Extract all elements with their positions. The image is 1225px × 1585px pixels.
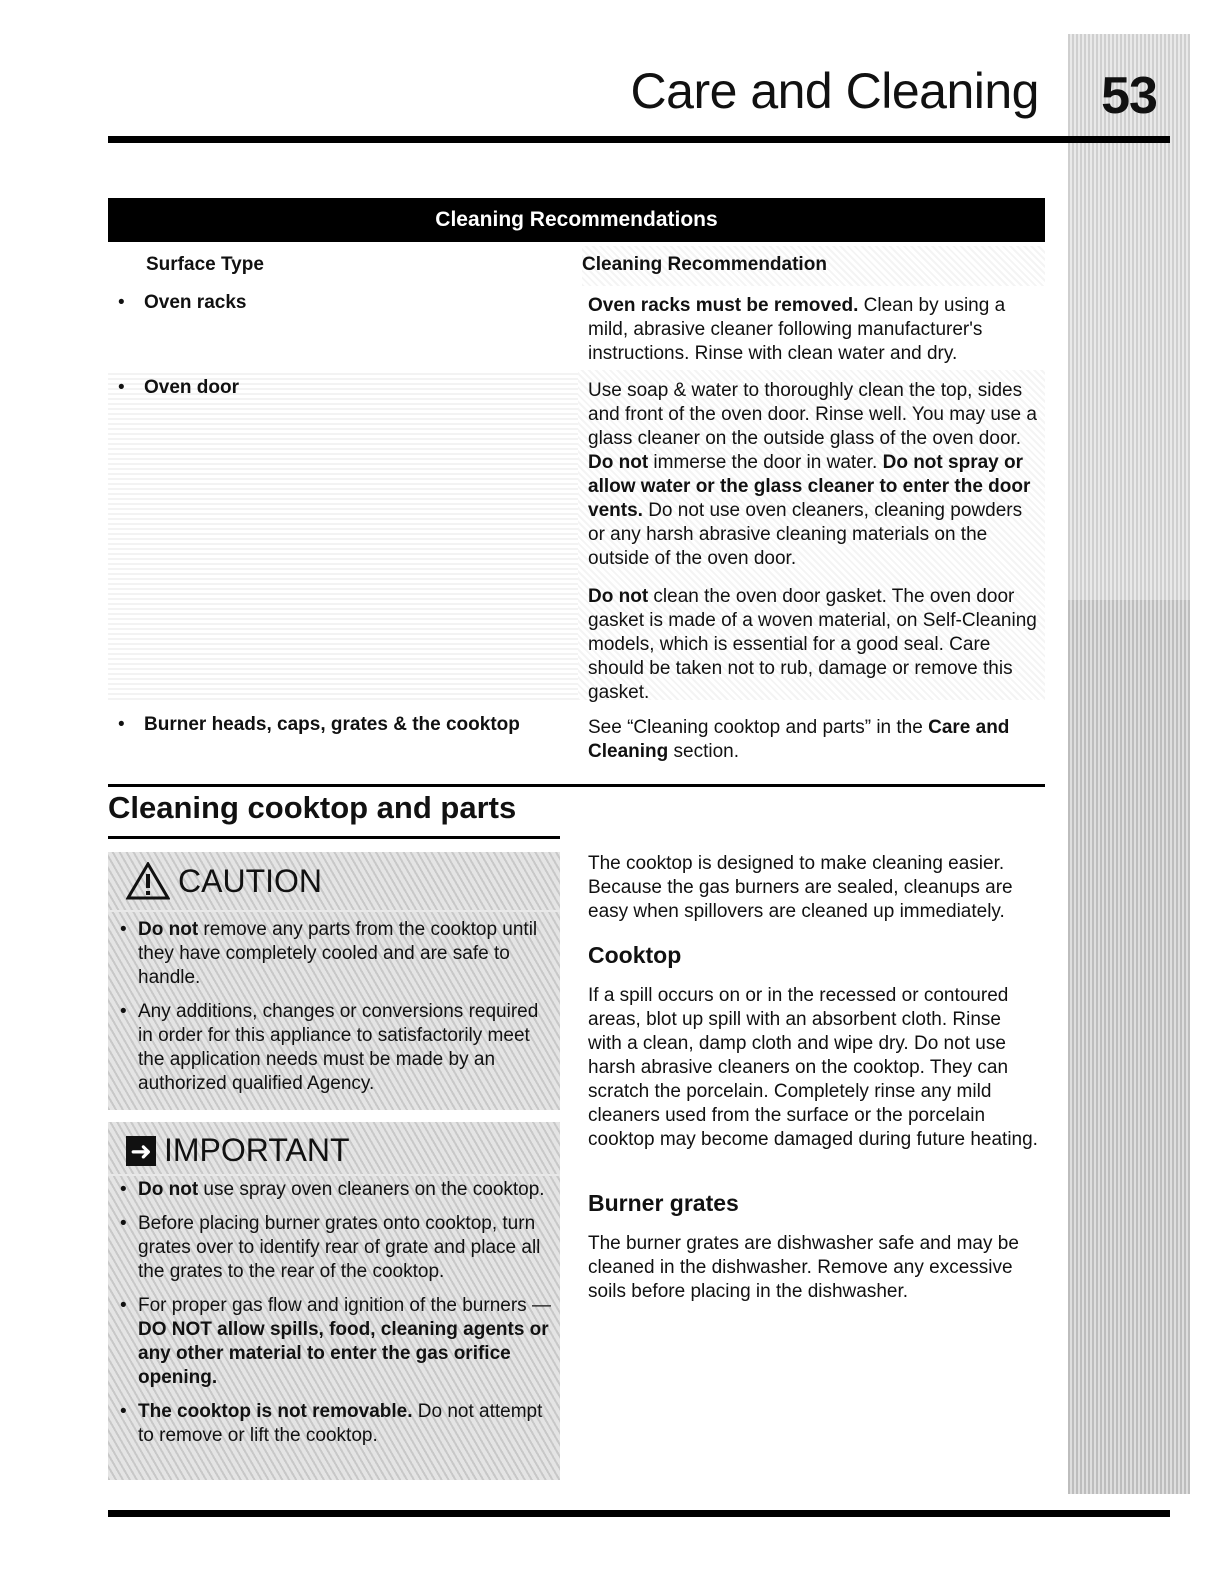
row-shade-left xyxy=(108,370,578,700)
important-divider xyxy=(108,1174,560,1176)
caution-list xyxy=(116,918,556,1106)
page-number: 53 xyxy=(1101,67,1157,125)
burner-grates-heading: Burner grates xyxy=(588,1190,739,1216)
important-item: • Do not use spray oven cleaners on the cooktop. xyxy=(116,1178,556,1202)
header-rule xyxy=(108,136,1170,143)
important-item: • The cooktop is not removable. Do not attempt to remove or lift the cooktop. xyxy=(116,1400,556,1448)
caution-heading xyxy=(126,862,322,900)
cooktop-heading: Cooktop xyxy=(588,942,682,968)
column-header-recommendation: Cleaning Recommendation xyxy=(582,254,827,275)
caution-box xyxy=(108,852,560,1110)
recommendation-text: Oven racks must be removed. Clean by using a mild, abrasive cleaner following manufacturer's instructions. Rinse with clean water and dry. xyxy=(588,295,1006,364)
important-box xyxy=(108,1122,560,1480)
important-item: • Before placing burner grates onto cooktop, turn grates over to identify rear of grate and place all the grates to the rear of the cooktop. xyxy=(116,1212,556,1284)
column-header-surface: Surface Type xyxy=(146,254,264,275)
important-heading xyxy=(126,1132,349,1169)
cooktop-text: If a spill occurs on or in the recessed or contoured areas, blot up spill with an absorbent cloth. Rinse with a clean, damp cloth and wipe dry. Do not use harsh abrasive cleaners on the cooktop. They can scratch the porcelain. Completely rinse any mild cleaners used from the surface or the porcelain cooktop may become damaged during future heating. xyxy=(588,985,1038,1150)
recommendation-text: See “Cleaning cooktop and parts” in the Care and Cleaning section. xyxy=(588,717,1010,762)
caution-item: • Any additions, changes or conversions required in order for this appliance to satisfactorily meet the application needs must be made by an authorized qualified Agency. xyxy=(116,1000,556,1096)
warning-triangle-icon xyxy=(126,862,170,900)
recommendation-text: Use soap & water to thoroughly clean the top, sides and front of the oven door. Rinse well. You may use a glass cleaner on the outside glass of the oven door. Do not immerse the door in water. Do not spray or allow water or the glass cleaner to enter the door vents. Do not use oven cleaners, cleaning powders or any harsh abrasive cleaning materials on the outside of the oven door. xyxy=(588,380,1037,569)
important-title: IMPORTANT xyxy=(164,1132,350,1168)
important-list xyxy=(116,1178,556,1458)
surface-item: • Burner heads, caps, grates & the cooktop xyxy=(118,714,520,736)
important-item: • For proper gas flow and ignition of the burners — DO NOT allow spills, food, cleaning agents or any other material to enter the gas orifice opening. xyxy=(116,1294,556,1390)
caution-divider xyxy=(108,910,560,912)
caution-title: CAUTION xyxy=(178,862,322,899)
surface-item: • Oven door xyxy=(118,377,239,399)
section-intro: The cooktop is designed to make cleaning easier. Because the gas burners are sealed, cleanups are easy when spillovers are cleaned up immediately. xyxy=(588,853,1013,922)
page-title: Care and Cleaning xyxy=(630,63,1039,119)
table-title: Cleaning Recommendations xyxy=(108,198,1045,242)
burner-grates-text: The burner grates are dishwasher safe and may be cleaned in the dishwasher. Remove any excessive soils before placing in the dishwasher. xyxy=(588,1233,1019,1302)
caution-item: • Do not remove any parts from the cooktop until they have completely cooled and are safe to handle. xyxy=(116,918,556,990)
recommendation-text-gasket: Do not clean the oven door gasket. The oven door gasket is made of a woven material, on Self-Cleaning models, which is essential for a good seal. Care should be taken not to rub, damage or remove this gasket. xyxy=(588,586,1037,703)
table-bottom-rule xyxy=(108,784,1045,787)
arrow-right-icon: ➜ xyxy=(126,1136,156,1166)
section-rule xyxy=(108,836,560,839)
footer-rule xyxy=(108,1510,1170,1517)
section-title: Cleaning cooktop and parts xyxy=(108,790,517,825)
side-tab-lower xyxy=(1068,600,1190,1494)
surface-item: • Oven racks xyxy=(118,292,246,314)
